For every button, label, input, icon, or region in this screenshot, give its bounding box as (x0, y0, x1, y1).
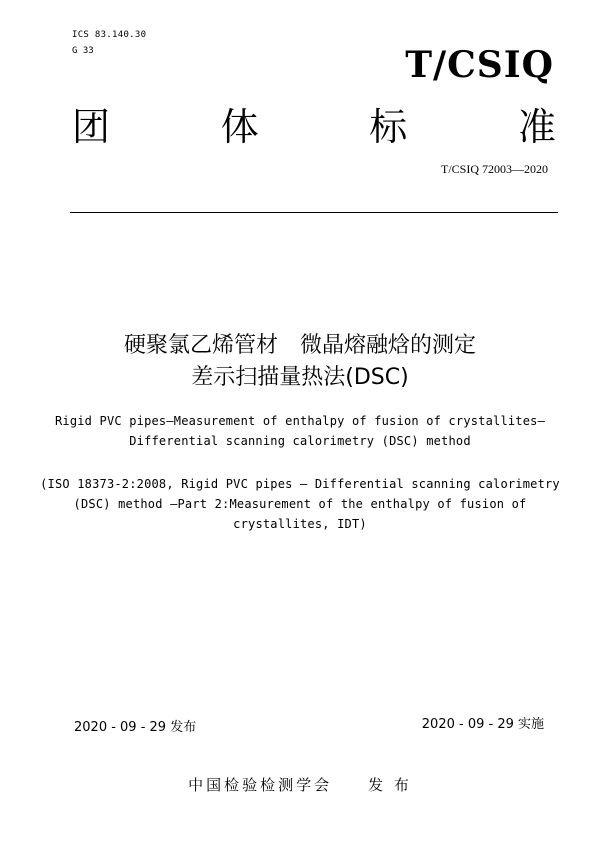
standard-number: T/CSIQ 72003—2020 (440, 162, 548, 176)
english-title-line-2: Differential scanning calorimetry (DSC) method (129, 434, 471, 448)
standard-type-char: 准 (517, 105, 556, 149)
issue-date: 2020 - 09 - 29 发布 (74, 720, 197, 735)
chinese-title-line-2: 差示扫描量热法(DSC) (191, 365, 409, 390)
standard-type-char: 团 (71, 105, 110, 149)
chinese-title-line-1: 硬聚氯乙烯管材 微晶熔融焓的测定 (123, 333, 476, 358)
publisher: 中国检验检测学会 发 布 (188, 776, 412, 794)
english-title-line-1: Rigid PVC pipes—Measurement of enthalpy of fusion of crystallites— (54, 414, 546, 428)
iso-reference-line-1: (ISO 18373-2:2008, Rigid PVC pipes — Differential scanning calorimetry (40, 477, 560, 491)
ics-code: ICS 83.140.30 (72, 30, 147, 40)
iso-reference-line-3: crystallites, IDT) (233, 517, 367, 531)
implementation-date: 2020 - 09 - 29 实施 (421, 717, 544, 732)
iso-reference-line-2: (DSC) method —Part 2:Measurement of the enthalpy of fusion of (73, 497, 527, 511)
header-divider (70, 212, 558, 213)
standard-type-char: 标 (369, 105, 408, 149)
standard-type-heading (70, 96, 558, 151)
standard-type-char: 体 (220, 105, 259, 149)
ccs-code: G 33 (72, 46, 94, 56)
brand-logo-text: T/CSIQ (405, 44, 554, 86)
